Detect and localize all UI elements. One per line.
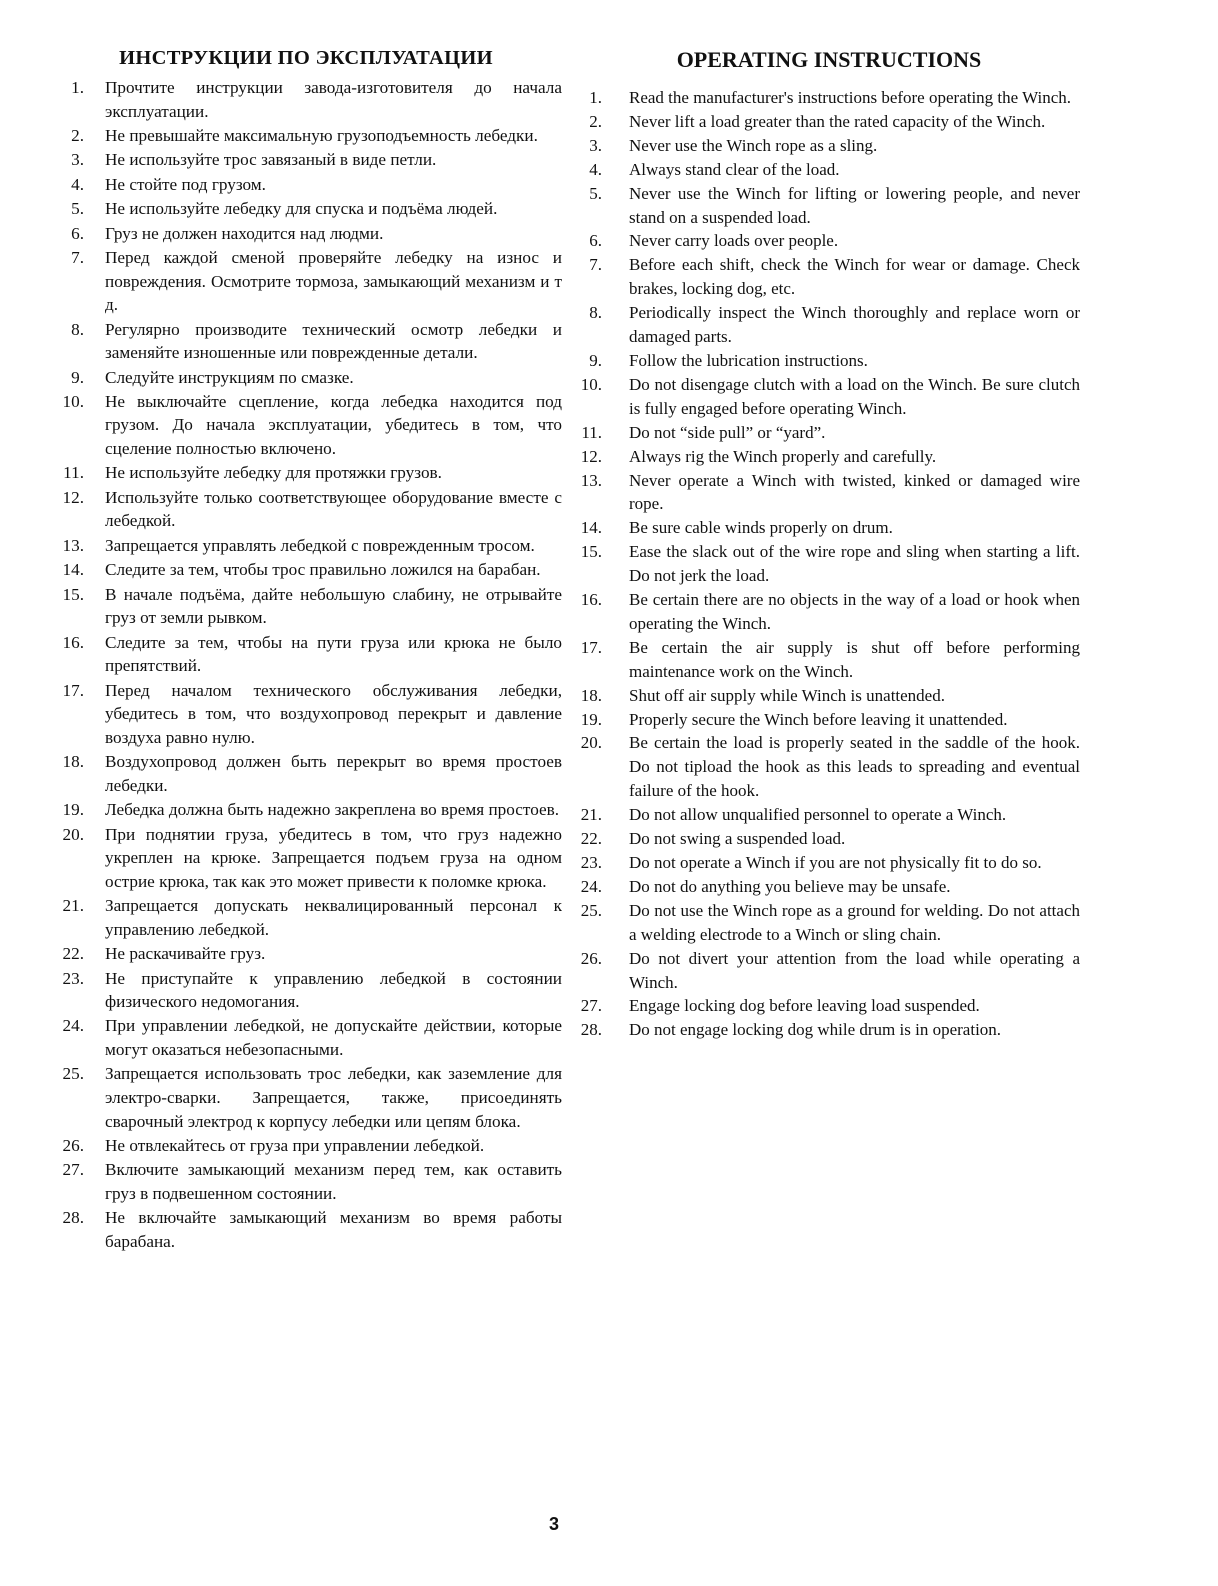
instruction-item	[578, 994, 1080, 1018]
instruction-number: 25.	[62, 1064, 84, 1084]
instruction-text: Never carry loads over people.	[629, 231, 839, 251]
instruction-text: Не превышайте максимальную грузоподъемность лебедки.	[105, 125, 538, 145]
instruction-item	[578, 684, 1080, 708]
instruction-item	[578, 182, 1080, 230]
instruction-number: 15.	[580, 542, 602, 562]
instruction-text: Be certain there are no objects in the way of a load or hook when operating the Winch.	[629, 590, 1080, 633]
instruction-item	[50, 173, 562, 197]
instruction-number: 19.	[580, 709, 602, 729]
instruction-item	[578, 731, 1080, 803]
instruction-item	[50, 124, 562, 148]
instruction-item	[578, 134, 1080, 158]
instruction-text: При поднятии груза, убедитесь в том, что груз надежно укреплен на крюке. Запрещается подъем груза на одном острие крюка, так как это может привести к поломке крюка.	[105, 824, 562, 891]
instruction-text: Не используйте лебедку для протяжки грузов.	[105, 463, 442, 483]
instruction-item	[50, 486, 562, 533]
instruction-item	[578, 708, 1080, 732]
instruction-number: 27.	[580, 996, 602, 1016]
instruction-text: Следите за тем, чтобы трос правильно ложился на барабан.	[105, 560, 541, 580]
instruction-text: Before each shift, check the Winch for wear or damage. Check brakes, locking dog, etc.	[629, 255, 1080, 299]
instruction-text: Воздухопровод должен быть перекрыт во время простоев лебедки.	[105, 752, 562, 795]
instruction-text: Прочтите инструкции завода-изготовителя до начала эксплуатации.	[105, 78, 562, 121]
instruction-text: Не используйте трос завязаный в виде петли.	[105, 150, 437, 170]
instruction-text: Periodically inspect the Winch thoroughly and replace worn or damaged parts.	[629, 303, 1080, 347]
instruction-text: Do not engage locking dog while drum is in operation.	[629, 1020, 1002, 1040]
instruction-text: Never use the Winch for lifting or lowering people, and never stand on a suspended load.	[629, 183, 1080, 227]
instruction-text: Read the manufacturer's instructions before operating the Winch.	[629, 88, 1072, 107]
instruction-item	[578, 301, 1080, 349]
instruction-item	[50, 1158, 562, 1205]
instruction-text: Do not operate a Winch if you are not physically fit to do so.	[629, 853, 1042, 872]
instruction-text: Не отвлекайтесь от груза при управлении лебедкой.	[105, 1136, 485, 1156]
instruction-text: Не приступайте к управлению лебедкой в состоянии физического недомогания.	[105, 968, 562, 1012]
instruction-number: 4.	[589, 159, 602, 179]
instruction-text: Do not swing a suspended load.	[629, 829, 846, 849]
instruction-text: Do not “side pull” or “yard”.	[629, 422, 826, 442]
instruction-number: 22.	[580, 829, 602, 849]
instruction-item	[50, 197, 562, 221]
instruction-number: 6.	[71, 223, 84, 243]
instruction-text: Следуйте инструкциям по смазке.	[105, 367, 354, 387]
instruction-text: Груз не должен находится над людми.	[105, 223, 384, 243]
instruction-item	[50, 1206, 562, 1253]
instruction-item	[578, 110, 1080, 134]
instruction-number: 5.	[589, 183, 602, 203]
instruction-text: Запрещается использовать трос лебедки, как заземление для электро-сварки. Запрещается, также, присоединять сварочный электрод к корпусу лебедки или цепям блока.	[105, 1064, 562, 1131]
instruction-text: Запрещается допускать неквалицированный персонал к управлению лебедкой.	[105, 896, 562, 939]
instruction-number: 21.	[62, 896, 84, 916]
instruction-item	[50, 534, 562, 558]
instruction-item	[578, 253, 1080, 301]
instruction-item	[50, 1134, 562, 1158]
instruction-item	[50, 967, 562, 1014]
instruction-item	[50, 148, 562, 172]
instruction-number: 3.	[589, 135, 602, 155]
instruction-number: 8.	[589, 303, 602, 323]
instruction-text: Never use the Winch rope as a sling.	[629, 135, 878, 155]
instruction-number: 16.	[580, 590, 602, 610]
instruction-item	[50, 390, 562, 461]
instruction-item	[50, 750, 562, 797]
instruction-text: Следите за тем, чтобы на пути груза или крюка не было препятствий.	[105, 632, 562, 676]
instruction-number: 18.	[62, 752, 84, 772]
instruction-item	[578, 947, 1080, 995]
instruction-item	[50, 318, 562, 365]
instruction-number: 6.	[589, 231, 602, 251]
instruction-item	[578, 86, 1080, 110]
russian-instruction-list	[50, 76, 562, 1254]
instruction-text: Be sure cable winds properly on drum.	[629, 518, 893, 538]
instruction-number: 4.	[71, 174, 84, 194]
instruction-text: Включите замыкающий механизм перед тем, как оставить груз в подвешенном состоянии.	[105, 1160, 562, 1204]
instruction-item	[578, 516, 1080, 540]
instruction-number: 5.	[71, 199, 84, 219]
instruction-number: 27.	[62, 1160, 84, 1180]
instruction-item	[578, 851, 1080, 875]
instruction-number: 23.	[580, 853, 602, 872]
instruction-number: 7.	[589, 255, 602, 275]
instruction-text: Перед началом технического обслуживания лебедки, убедитесь в том, что воздухопровод перекрыт и давление воздуха равно нулю.	[105, 680, 562, 747]
instruction-number: 9.	[71, 367, 84, 387]
instruction-text: Do not allow unqualified personnel to operate a Winch.	[629, 805, 1007, 825]
instruction-number: 2.	[589, 111, 602, 131]
english-title: OPERATING INSTRUCTIONS	[676, 47, 982, 72]
instruction-number: 3.	[71, 150, 84, 170]
instruction-number: 24.	[62, 1016, 84, 1036]
instruction-text: Always rig the Winch properly and carefully.	[629, 446, 937, 466]
instruction-number: 22.	[62, 944, 84, 964]
instruction-item	[50, 798, 562, 822]
english-instruction-list	[578, 86, 1080, 1042]
instruction-item	[50, 246, 562, 317]
instruction-text: Ease the slack out of the wire rope and sling when starting a lift. Do not jerk the load.	[629, 542, 1080, 586]
instruction-item	[50, 558, 562, 582]
instruction-number: 23.	[62, 968, 84, 988]
instruction-number: 12.	[62, 487, 84, 507]
instruction-item	[578, 349, 1080, 373]
page-number: 3	[549, 1514, 560, 1534]
instruction-text: Не стойте под грузом.	[105, 174, 266, 194]
instruction-item	[578, 875, 1080, 899]
instruction-number: 28.	[62, 1208, 84, 1228]
instruction-item	[578, 373, 1080, 421]
instruction-text: Engage locking dog before leaving load suspended.	[629, 996, 980, 1016]
instruction-number: 28.	[580, 1020, 602, 1040]
instruction-number: 26.	[580, 948, 602, 968]
instruction-item	[578, 540, 1080, 588]
instruction-item	[578, 636, 1080, 684]
instruction-number: 7.	[71, 247, 84, 267]
instruction-item	[50, 631, 562, 678]
instruction-number: 12.	[580, 446, 602, 466]
instruction-text: Do not use the Winch rope as a ground for welding. Do not attach a welding electrode to a Winch or sling chain.	[629, 900, 1080, 944]
instruction-item	[578, 469, 1080, 517]
instruction-text: Не раскачивайте груз.	[105, 944, 266, 964]
instruction-text: При управлении лебедкой, не допускайте действии, которые могут оказаться небезопасными.	[105, 1016, 562, 1060]
instruction-text: Регулярно производите технический осмотр лебедки и заменяйте изношенные или поврежденные детали.	[105, 319, 562, 363]
instruction-number: 11.	[581, 422, 602, 442]
instruction-number: 13.	[62, 535, 84, 555]
instruction-number: 1.	[71, 78, 84, 97]
instruction-text: Properly secure the Winch before leaving it unattended.	[629, 709, 1008, 729]
instruction-item	[578, 229, 1080, 253]
instruction-text: Не включайте замыкающий механизм во время работы барабана.	[105, 1208, 562, 1252]
instruction-number: 19.	[62, 800, 84, 820]
instruction-text: Never lift a load greater than the rated capacity of the Winch.	[629, 111, 1046, 131]
instruction-number: 21.	[580, 805, 602, 825]
instruction-item	[50, 366, 562, 390]
instruction-item	[578, 445, 1080, 469]
instruction-number: 8.	[71, 319, 84, 339]
instruction-number: 1.	[589, 88, 602, 107]
instruction-number: 14.	[62, 560, 84, 580]
instruction-text: Do not disengage clutch with a load on the Winch. Be sure clutch is fully engaged before operating Winch.	[629, 374, 1080, 418]
instruction-text: Do not divert your attention from the load while operating a Winch.	[629, 948, 1080, 992]
instruction-number: 20.	[62, 824, 84, 844]
instruction-item	[50, 679, 562, 750]
instruction-item	[578, 1018, 1080, 1042]
instruction-item	[578, 158, 1080, 182]
instruction-item	[578, 803, 1080, 827]
instruction-item	[50, 894, 562, 941]
instruction-item	[50, 461, 562, 485]
instruction-item	[578, 421, 1080, 445]
instruction-text: Do not do anything you believe may be unsafe.	[629, 876, 951, 896]
instruction-number: 15.	[62, 584, 84, 604]
russian-title: ИНСТРУКЦИИ ПО ЭКСПЛУАТАЦИИ	[119, 47, 493, 69]
instruction-number: 10.	[62, 391, 84, 411]
instruction-number: 10.	[580, 374, 602, 394]
instruction-text: Be certain the load is properly seated in the saddle of the hook. Do not tipload the hook as this leads to spreading and eventual failure of the hook.	[629, 733, 1080, 801]
instruction-text: В начале подъёма, дайте небольшую слабину, не отрывайте груз от земли рывком.	[105, 584, 562, 628]
instruction-text: Не выключайте сцепление, когда лебедка находится под грузом. До начала эксплуатации, убедитесь в том, что сцеление полностью включено.	[105, 391, 562, 459]
instruction-item	[50, 76, 562, 123]
instruction-item	[50, 823, 562, 894]
instruction-number: 16.	[62, 632, 84, 652]
instruction-number: 17.	[62, 680, 84, 700]
instruction-text: Перед каждой сменой проверяйте лебедку на износ и повреждения. Осмотрите тормоза, замыкающий механизм и т д.	[105, 247, 562, 315]
instruction-item	[578, 827, 1080, 851]
instruction-text: Always stand clear of the load.	[629, 159, 840, 179]
instruction-text: Shut off air supply while Winch is unattended.	[629, 685, 945, 705]
instruction-number: 20.	[580, 733, 602, 753]
instruction-item	[578, 899, 1080, 947]
instruction-item	[578, 588, 1080, 636]
instruction-text: Follow the lubrication instructions.	[629, 350, 868, 370]
instruction-text: Лебедка должна быть надежно закреплена во время простоев.	[105, 800, 560, 820]
instruction-number: 24.	[580, 876, 602, 896]
instruction-number: 14.	[580, 518, 602, 538]
instruction-number: 18.	[580, 685, 602, 705]
instruction-text: Be certain the air supply is shut off before performing maintenance work on the Winch.	[629, 637, 1080, 681]
instruction-number: 17.	[580, 637, 602, 657]
instruction-number: 11.	[63, 463, 84, 483]
instruction-item	[50, 942, 562, 966]
instruction-item	[50, 583, 562, 630]
instruction-text: Используйте только соответствующее оборудование вместе с лебедкой.	[105, 487, 562, 531]
instruction-text: Запрещается управлять лебедкой с поврежденным тросом.	[105, 535, 535, 555]
instruction-number: 26.	[62, 1136, 84, 1156]
instruction-text: Не используйте лебедку для спуска и подъёма людей.	[105, 199, 498, 219]
instruction-item	[50, 1062, 562, 1133]
instruction-text: Never operate a Winch with twisted, kinked or damaged wire rope.	[629, 470, 1080, 514]
instruction-number: 9.	[589, 350, 602, 370]
instruction-number: 13.	[580, 470, 602, 490]
instruction-item	[50, 222, 562, 246]
instruction-number: 25.	[580, 900, 602, 920]
instruction-number: 2.	[71, 125, 84, 145]
instruction-item	[50, 1014, 562, 1061]
